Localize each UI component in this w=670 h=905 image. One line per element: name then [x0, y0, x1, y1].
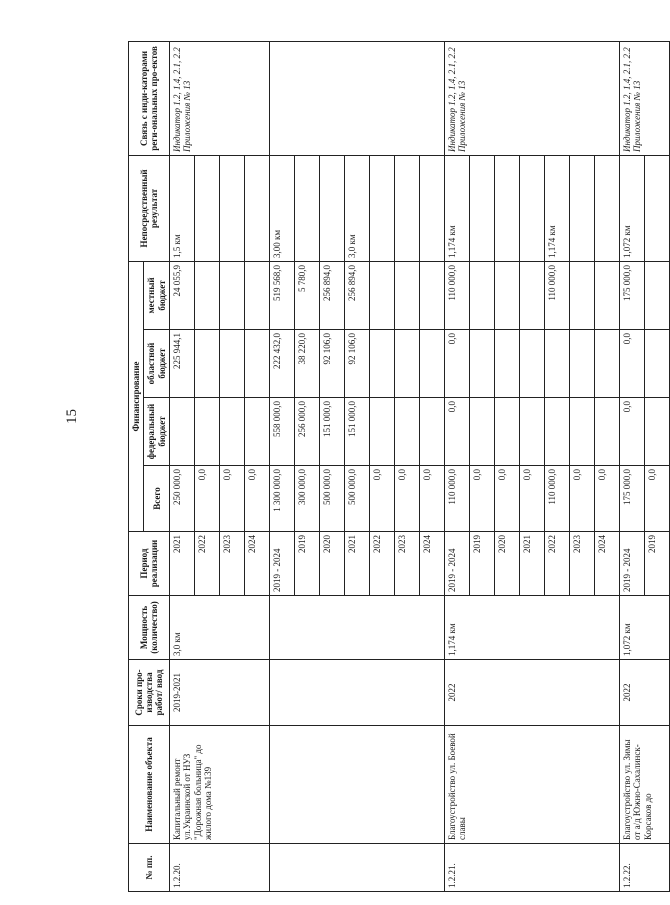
table-body — [170, 41, 670, 891]
regional-cell — [395, 330, 420, 398]
period-cell: 2021 — [170, 532, 195, 596]
federal-cell: 256 000,0 — [295, 398, 320, 466]
result-cell — [520, 155, 545, 261]
regional-cell: 92 106,0 — [345, 330, 370, 398]
regional-cell: 38 220,0 — [295, 330, 320, 398]
result-cell — [245, 155, 270, 261]
result-cell — [420, 155, 445, 261]
local-cell: 110 000,0 — [445, 261, 470, 329]
period-cell: 2024 — [420, 532, 445, 596]
local-cell — [195, 261, 220, 329]
page-number: 15 — [64, 409, 80, 424]
local-cell — [570, 261, 595, 329]
regional-cell — [370, 330, 395, 398]
total-cell: 0,0 — [395, 466, 420, 532]
object-deadline: 2022 — [445, 660, 620, 726]
period-cell: 2023 — [395, 532, 420, 596]
period-cell: 2021 — [520, 532, 545, 596]
result-cell — [570, 155, 595, 261]
regional-cell: 0,0 — [620, 330, 645, 398]
object-name: Благоустройство ул. Боевой славы — [445, 726, 620, 844]
header-capacity: Мощность (количество) — [129, 596, 170, 660]
regional-cell — [645, 330, 670, 398]
total-cell: 0,0 — [195, 466, 220, 532]
total-cell: 0,0 — [420, 466, 445, 532]
result-cell — [470, 155, 495, 261]
total-cell: 0,0 — [370, 466, 395, 532]
object-number: 1.2.20. — [170, 844, 270, 892]
result-cell — [595, 155, 620, 261]
header-regional: областной бюджет — [144, 330, 170, 398]
indicator-link: Индикатор 1.2, 1.4, 2.1, 2.2 Приложения № 13 — [170, 41, 270, 155]
total-cell: 175 000,0 — [620, 466, 645, 532]
federal-cell — [520, 398, 545, 466]
federal-cell — [545, 398, 570, 466]
header-name: Наименование объекта — [129, 726, 170, 844]
result-cell — [395, 155, 420, 261]
indicator-link: Индикатор 1.2, 1.4, 2.1, 2.2 Приложения № 13 — [620, 41, 670, 155]
result-cell: 1,5 км — [170, 155, 195, 261]
regional-cell: 0,0 — [445, 330, 470, 398]
result-cell — [195, 155, 220, 261]
local-cell — [220, 261, 245, 329]
object-capacity — [270, 596, 445, 660]
regional-cell — [470, 330, 495, 398]
local-cell: 175 000,0 — [620, 261, 645, 329]
regional-cell — [420, 330, 445, 398]
result-cell: 1,072 км — [620, 155, 645, 261]
header-financing: Финансирование — [129, 261, 144, 531]
federal-cell — [645, 398, 670, 466]
federal-cell — [170, 398, 195, 466]
total-cell: 110 000,0 — [445, 466, 470, 532]
object-capacity: 1,174 км — [445, 596, 620, 660]
header-local: местный бюджет — [144, 261, 170, 329]
indicator-link: Индикатор 1.2, 1.4, 2.1, 2.2 Приложения № 13 — [445, 41, 620, 155]
period-cell: 2023 — [220, 532, 245, 596]
local-cell: 24 055,9 — [170, 261, 195, 329]
total-cell: 0,0 — [220, 466, 245, 532]
federal-cell — [595, 398, 620, 466]
object-name — [270, 726, 445, 844]
object-number: 1.2.22. — [620, 844, 670, 892]
result-cell: 3,0 км — [345, 155, 370, 261]
regional-cell — [545, 330, 570, 398]
period-cell: 2020 — [320, 532, 345, 596]
object-number: 1.2.21. — [445, 844, 620, 892]
result-cell — [495, 155, 520, 261]
indicator-link — [270, 41, 445, 155]
period-cell: 2024 — [245, 532, 270, 596]
local-cell — [595, 261, 620, 329]
local-cell — [420, 261, 445, 329]
result-cell — [220, 155, 245, 261]
local-cell: 5 780,0 — [295, 261, 320, 329]
local-cell — [470, 261, 495, 329]
total-cell: 0,0 — [595, 466, 620, 532]
result-cell — [320, 155, 345, 261]
object-deadline — [270, 660, 445, 726]
object-capacity: 3,0 км — [170, 596, 270, 660]
total-cell: 0,0 — [520, 466, 545, 532]
local-cell — [520, 261, 545, 329]
federal-cell — [245, 398, 270, 466]
period-cell: 2022 — [370, 532, 395, 596]
local-cell: 110 000,0 — [545, 261, 570, 329]
total-cell: 0,0 — [245, 466, 270, 532]
table-row — [270, 41, 295, 891]
local-cell: 256 894,0 — [345, 261, 370, 329]
total-cell: 0,0 — [495, 466, 520, 532]
local-cell: 519 568,0 — [270, 261, 295, 329]
period-cell: 2019 - 2024 — [620, 532, 645, 596]
period-cell: 2022 — [545, 532, 570, 596]
object-number — [270, 844, 445, 892]
federal-cell — [470, 398, 495, 466]
header-result: Непосредственный результат — [129, 155, 170, 261]
local-cell — [395, 261, 420, 329]
object-capacity: 1,072 км — [620, 596, 670, 660]
period-cell: 2019 — [295, 532, 320, 596]
regional-cell: 225 944,1 — [170, 330, 195, 398]
federal-cell — [195, 398, 220, 466]
regional-cell — [520, 330, 545, 398]
table-row — [620, 41, 645, 891]
federal-cell: 0,0 — [620, 398, 645, 466]
header-no: № пп. — [129, 844, 170, 892]
regional-cell — [195, 330, 220, 398]
local-cell — [245, 261, 270, 329]
period-cell: 2024 — [595, 532, 620, 596]
rotated-table-stage — [128, 42, 658, 892]
period-cell: 2021 — [345, 532, 370, 596]
local-cell — [645, 261, 670, 329]
table-row — [170, 41, 195, 891]
federal-cell — [420, 398, 445, 466]
object-name: Капитальный ремонт ул.Украинской от НУЗ "Дорожная больница" до жилого дома №139 — [170, 726, 270, 844]
regional-cell: 92 106,0 — [320, 330, 345, 398]
regional-cell — [220, 330, 245, 398]
total-cell: 250 000,0 — [170, 466, 195, 532]
federal-cell: 151 000,0 — [320, 398, 345, 466]
period-cell: 2020 — [495, 532, 520, 596]
federal-cell — [395, 398, 420, 466]
federal-cell: 0,0 — [445, 398, 470, 466]
header-federal: федеральный бюджет — [144, 398, 170, 466]
total-cell: 0,0 — [570, 466, 595, 532]
total-cell: 500 000,0 — [345, 466, 370, 532]
local-cell — [495, 261, 520, 329]
total-cell: 0,0 — [470, 466, 495, 532]
result-cell: 1,174 км — [445, 155, 470, 261]
total-cell: 0,0 — [645, 466, 670, 532]
object-deadline: 2019-2021 — [170, 660, 270, 726]
federal-cell: 151 000,0 — [345, 398, 370, 466]
financing-table — [128, 41, 670, 892]
regional-cell — [245, 330, 270, 398]
header-period: Период реализации — [129, 532, 170, 596]
header-deadline: Сроки про-изводства работ/ ввод — [129, 660, 170, 726]
regional-cell — [570, 330, 595, 398]
total-cell: 300 000,0 — [295, 466, 320, 532]
table-row — [445, 41, 470, 891]
period-cell: 2019 — [645, 532, 670, 596]
federal-cell: 558 000,0 — [270, 398, 295, 466]
local-cell: 256 894,0 — [320, 261, 345, 329]
result-cell — [370, 155, 395, 261]
result-cell — [645, 155, 670, 261]
regional-cell — [495, 330, 520, 398]
object-name: Благоустройство ул. Зимы от а/д Южно-Сахалинск-Корсаков до — [620, 726, 670, 844]
federal-cell — [570, 398, 595, 466]
total-cell: 500 000,0 — [320, 466, 345, 532]
federal-cell — [495, 398, 520, 466]
header-link: Связь с инди-каторами реги-ональных про-ектов — [129, 41, 170, 155]
period-cell: 2023 — [570, 532, 595, 596]
regional-cell — [595, 330, 620, 398]
header-total: Всего — [144, 466, 170, 532]
result-cell: 1,174 км — [545, 155, 570, 261]
federal-cell — [370, 398, 395, 466]
total-cell: 110 000,0 — [545, 466, 570, 532]
period-cell: 2022 — [195, 532, 220, 596]
period-cell: 2019 — [470, 532, 495, 596]
result-cell: 3,00 км — [270, 155, 295, 261]
period-cell: 2019 - 2024 — [270, 532, 295, 596]
result-cell — [295, 155, 320, 261]
total-cell: 1 300 000,0 — [270, 466, 295, 532]
local-cell — [370, 261, 395, 329]
object-deadline: 2022 — [620, 660, 670, 726]
federal-cell — [220, 398, 245, 466]
period-cell: 2019 - 2024 — [445, 532, 470, 596]
regional-cell: 222 432,0 — [270, 330, 295, 398]
